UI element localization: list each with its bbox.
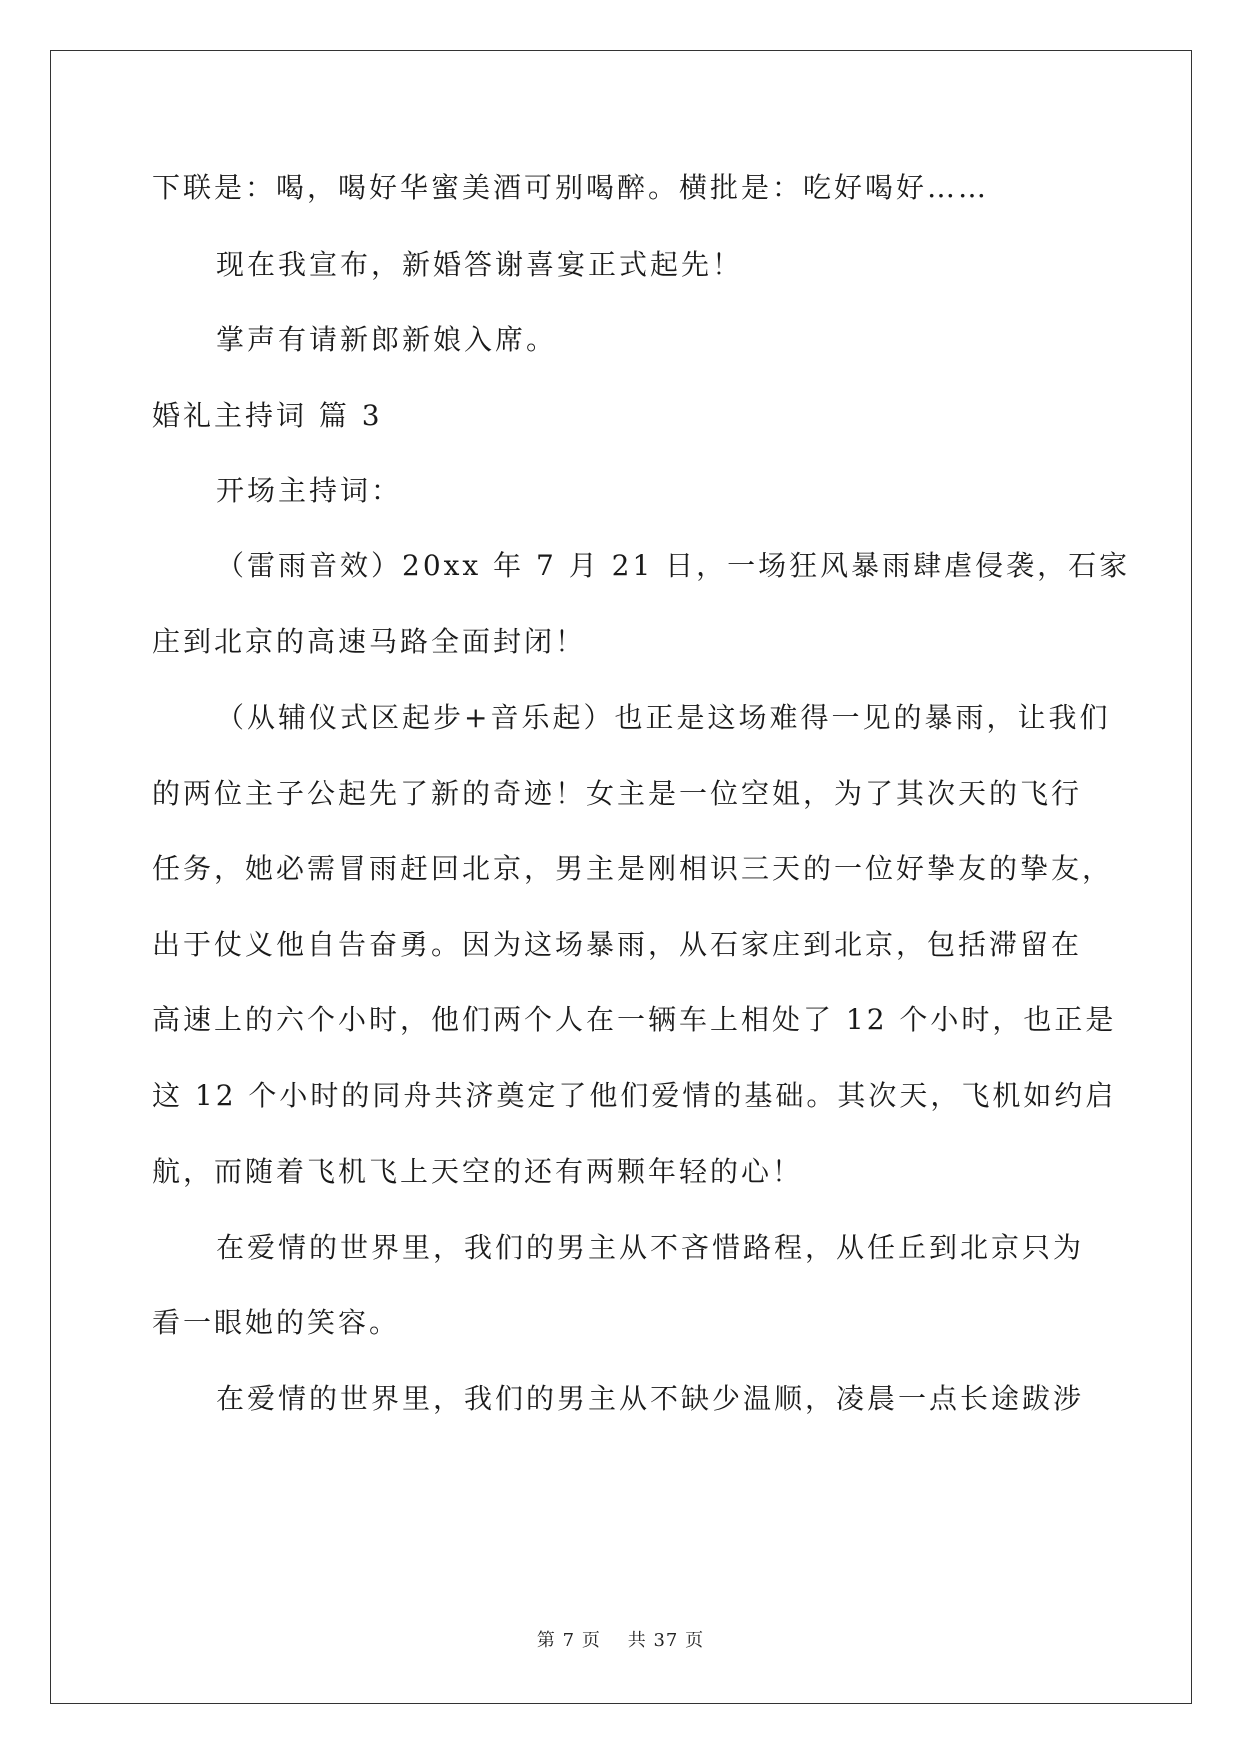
text-line: 任务，她必需冒雨赶回北京，男主是刚相识三天的一位好挚友的挚友，	[152, 852, 1114, 885]
text-line: 现在我宣布，新婚答谢喜宴正式起先！	[216, 248, 744, 281]
page-total: 共 37 页	[627, 1630, 705, 1651]
text-line: 高速上的六个小时，他们两个人在一辆车上相处了 12 个小时，也正是	[152, 1003, 1117, 1036]
text-line: 开场主持词：	[216, 474, 403, 507]
section-heading: 婚礼主持词 篇 3	[152, 399, 383, 432]
text-line: 庄到北京的高速马路全面封闭！	[152, 625, 587, 658]
text-line: 看一眼她的笑容。	[152, 1306, 401, 1339]
text-line: 航，而随着飞机飞上天空的还有两颗年轻的心！	[152, 1155, 804, 1188]
text-line: （雷雨音效）20xx 年 7 月 21 日，一场狂风暴雨肆虐侵袭，石家	[216, 549, 1131, 582]
text-line: 在爱情的世界里，我们的男主从不吝惜路程，从任丘到北京只为	[216, 1231, 1085, 1264]
page-footer	[0, 1626, 1241, 1652]
page-number: 第 7 页	[536, 1630, 601, 1651]
text-line: 掌声有请新郎新娘入席。	[216, 323, 558, 356]
text-line: 在爱情的世界里，我们的男主从不缺少温顺，凌晨一点长途跋涉	[216, 1382, 1085, 1415]
text-line: 下联是：喝，喝好华蜜美酒可别喝醉。横批是：吃好喝好……	[152, 171, 990, 204]
text-line: 这 12 个小时的同舟共济奠定了他们爱情的基础。其次天，飞机如约启	[152, 1079, 1117, 1112]
text-line: 的两位主子公起先了新的奇迹！女主是一位空姐，为了其次天的飞行	[152, 777, 1083, 810]
text-line: （从辅仪式区起步+音乐起）也正是这场难得一见的暴雨，让我们	[216, 701, 1111, 734]
text-line: 出于仗义他自告奋勇。因为这场暴雨，从石家庄到北京，包括滞留在	[152, 928, 1083, 961]
